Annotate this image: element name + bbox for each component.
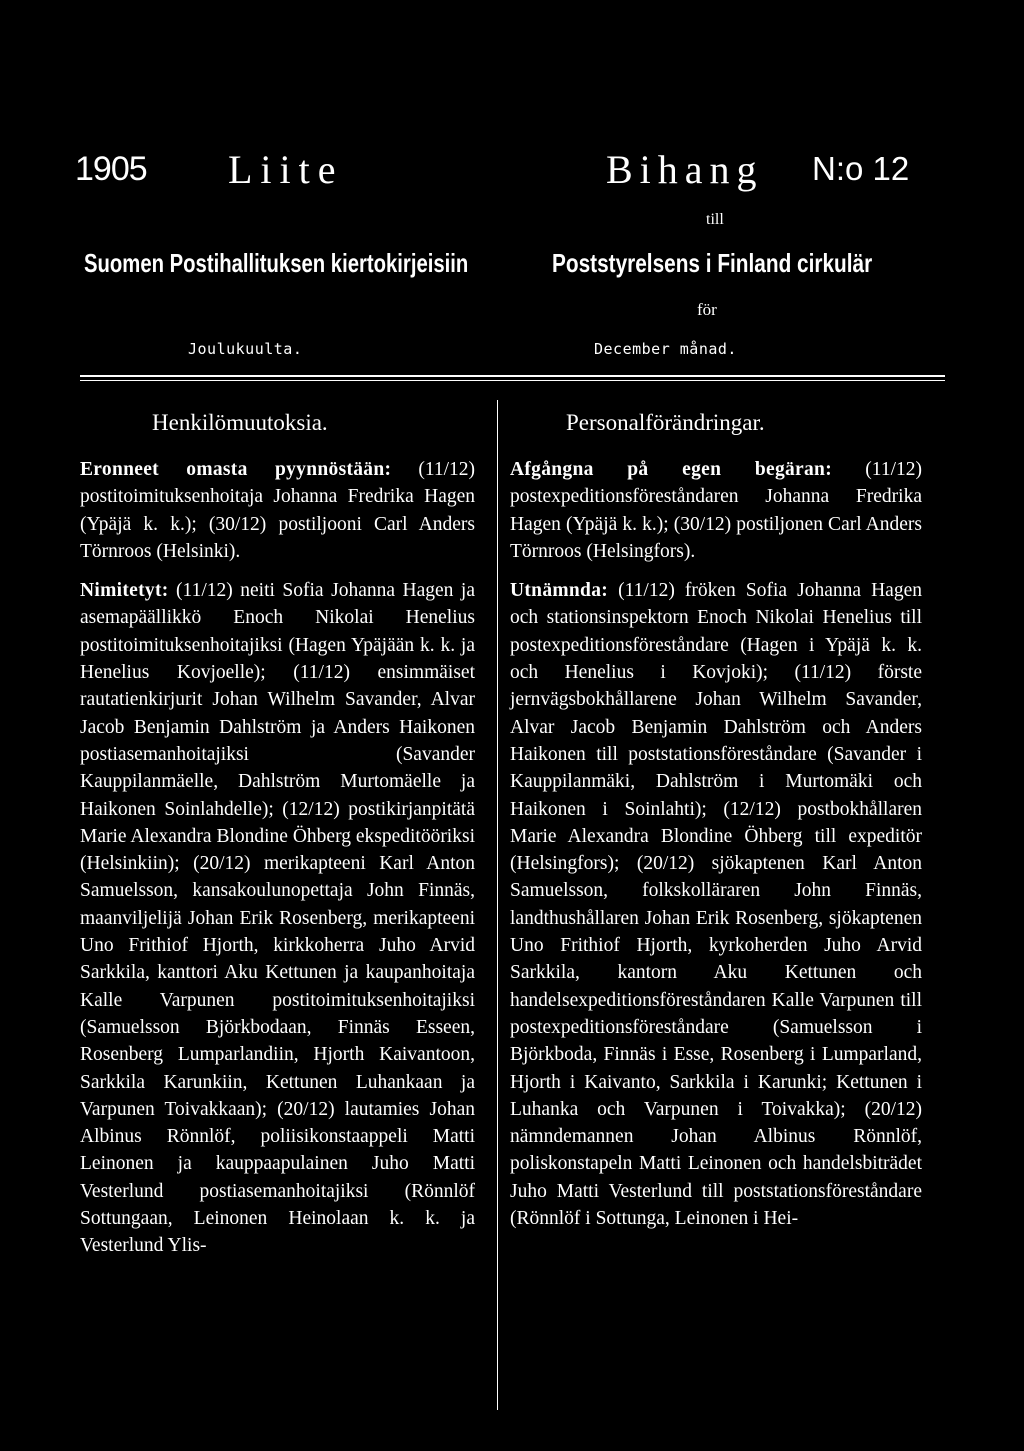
column-fi xyxy=(80,456,475,1272)
heading-sv: Personalförändringar. xyxy=(566,410,765,435)
year: 1905 xyxy=(75,150,147,188)
body-resigned-sv: (11/12) postexpeditionsföreståndaren Johanna Fredrika Hagen (Ypäjä k. k.); (30/12) postiljonen Carl Anders Törnroos (Helsingfors). xyxy=(510,459,922,562)
body-appointed-fi: (11/12) neiti Sofia Johanna Hagen ja asemapäällikkö Enoch Nikolai Henelius postitoimituksenhoitajiksi (Hagen Ypäjään k. k. ja Henelius Kovjoelle); (11/12) ensimmäiset rautatienkirjurit Johan Wilhelm Savander, Alvar Jacob Benjamin Dahlström ja Anders Haikonen postiasemanhoitajiksi (Savander Kauppilanmäelle, Dahlström Murtomäelle ja Haikonen Soinlahdelle); (12/12) postikirjanpitätä Marie Alexandra Blondine Öhberg ekspeditööriksi (Helsinkiin); (20/12) merikapteeni Karl Anton Samuelsson, kansakoulunopettaja John Finnäs, maanviljelijä Johan Erik Rosenberg, merikapteeni Uno Frithiof Hjorth, kirkkoherra Juho Arvid Sarkkila, kanttori Aku Kettunen ja kaupanhoitaja Kalle Varpunen postitoimituksenhoitajiksi (Samuelsson Björkbodaan, Finnäs Esseen, Rosenberg Lumparlandiin, Hjorth Kaivantoon, Sarkkila Karunkiin, Kettunen Luhankaan ja Varpunen Toivakkaan); (20/12) lautamies Johan Albinus Rönnlöf, poliisikonstaappeli Matti Leinonen ja kauppaapulainen Juho Matti Vesterlund postiasemanhoitajiksi (Rönnlöf Sottungaan, Leinonen Heinolaan k. k. ja Vesterlund Ylis- xyxy=(80,580,475,1257)
paragraph-resigned-fi xyxy=(80,456,475,565)
lead-resigned-sv: Afgångna på egen begäran: xyxy=(510,459,832,480)
month-sv: December månad. xyxy=(594,340,737,358)
title-liite: Liite xyxy=(228,147,344,192)
header-rule-thin xyxy=(80,380,945,381)
for-label: för xyxy=(697,300,717,319)
column-divider xyxy=(497,400,498,1410)
lead-resigned-fi: Eronneet omasta pyynnöstään: xyxy=(80,459,392,480)
paragraph-appointed-sv xyxy=(510,577,922,1232)
publication-title-sv: Poststyrelsens i Finland cirkulär xyxy=(552,248,873,278)
header-rule xyxy=(80,375,945,377)
column-sv xyxy=(510,456,922,1244)
month-fi: Joulukuulta. xyxy=(188,340,303,358)
paragraph-resigned-sv xyxy=(510,456,922,565)
lead-appointed-fi: Nimitetyt: xyxy=(80,580,169,602)
title-bihang: Bihang xyxy=(606,147,764,192)
paragraph-appointed-fi xyxy=(80,577,475,1259)
body-appointed-sv: (11/12) fröken Sofia Johanna Hagen och stationsinspektorn Enoch Nikolai Henelius till postexpeditionsföreståndare (Hagen i Ypäjä k. k. och Henelius i Kovjoki); (11/12) förste jernvägsbokhållarene Johan Wilhelm Savander, Alvar Jacob Benjamin Dahlström och Anders Haikonen till poststationsföreståndare (Savander i Kauppilanmäki, Dahlström i Murtomäki och Haikonen i Soinlahti); (12/12) postbokhållaren Marie Alexandra Blondine Öhberg till expeditör (Helsingfors); (20/12) sjökaptenen Karl Anton Samuelsson, folkskolläraren John Finnäs, landthushållaren Johan Erik Rosenberg, sjökaptenen Uno Frithiof Hjorth, kyrkoherden Juho Arvid Sarkkila, kantorn Aku Kettunen och handelsexpeditionsföreståndaren Kalle Varpunen till postexpeditionsföreståndare (Samuelsson i Björkboda, Finnäs i Esse, Rosenberg i Lumparland, Hjorth i Kaivanto, Sarkkila i Karunki; Kettunen i Luhanka och Varpunen i Toivakka); (20/12) nämndemannen Johan Albinus Rönnlöf, poliskonstapeln Matti Leinonen och handelsbiträdet Juho Matti Vesterlund till poststationsföreståndare (Rönnlöf i Sottunga, Leinonen i Hei- xyxy=(510,580,922,1230)
issue-number: N:o 12 xyxy=(812,150,910,187)
heading-fi: Henkilömuutoksia. xyxy=(152,410,328,435)
till-label: till xyxy=(706,211,724,228)
body-resigned-fi: (11/12) postitoimituksenhoitaja Johanna Fredrika Hagen (Ypäjä k. k.); (30/12) postiljooni Carl Anders Törnroos (Helsinki). xyxy=(80,459,476,562)
publication-title-fi: Suomen Postihallituksen kiertokirjeisiin xyxy=(84,248,469,278)
lead-appointed-sv: Utnämnda: xyxy=(510,580,609,602)
